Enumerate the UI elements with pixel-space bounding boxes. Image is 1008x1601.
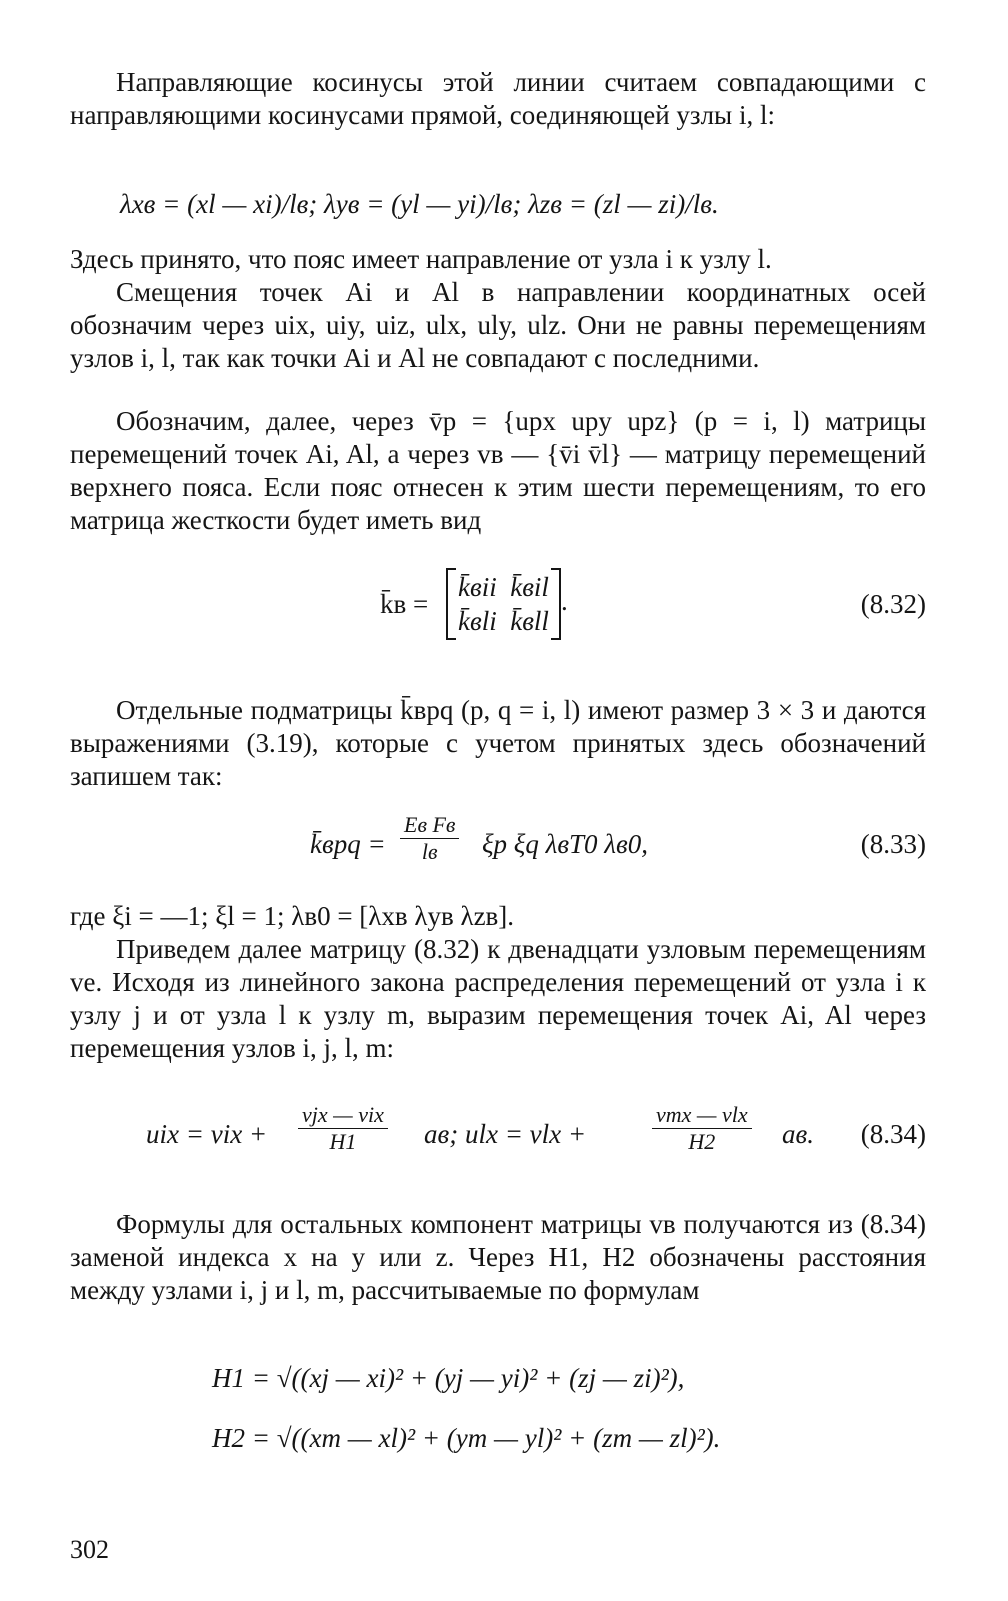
equation-8-32	[70, 568, 926, 654]
fraction-numerator: Eв Fв	[400, 812, 459, 839]
equation-8-34-part-a: uix = vix +	[146, 1119, 268, 1149]
paragraph-displacement-matrices: Обозначим, далее, через v̄p = {upx upy upz} (p = i, l) матрицы перемещений точек Ai, Al, а через vв — {v̄i v̄l} — матрицу перемещений верхнего пояса. Если пояс отнесен к этим шести перемещениям, то его матрица жесткости будет иметь вид	[70, 406, 926, 535]
paragraph-belt-direction: Здесь принято, что пояс имеет направление от узла i к узлу l.	[70, 244, 772, 274]
matrix-entry-il: k̄вil	[510, 572, 549, 602]
equation-8-33-fraction	[400, 812, 459, 865]
equation-8-34-fraction-1	[298, 1102, 388, 1155]
stiffness-block-matrix	[446, 568, 561, 640]
equation-8-32-lhs: k̄в =	[380, 589, 429, 619]
equation-lambda-body: λxв = (xl — xi)/lв; λyв = (yl — yi)/lв; λzв = (zl — zi)/lв.	[120, 189, 719, 219]
matrix-entry-ll: k̄вll	[510, 606, 549, 636]
equation-8-34-part-c: aв.	[782, 1119, 814, 1149]
equation-8-32-matrix: k̄вii k̄вil k̄вli k̄вll.	[446, 568, 568, 640]
paragraph-other-components: Формулы для остальных компонент матрицы vв получаются из (8.34) заменой индекса x на y или z. Через H1, H2 обозначены расстояния между узлами i, j и l, m, рассчитываемые по формулам	[70, 1209, 926, 1305]
page-number: 302	[70, 1535, 109, 1564]
equation-8-34-fraction-2	[652, 1102, 752, 1155]
paragraph-point-displacements: Смещения точек Ai и Al в направлении координатных осей обозначим через uix, uiy, uiz, ulx, uly, ulz. Они не равны перемещениям узлов i, l, так как точки Ai и Al не совпадают с последними.	[70, 277, 926, 373]
equation-8-33-rest: ξp ξq λвT0 λв0,	[482, 829, 648, 859]
equation-H1-body: H1 = √((xj — xi)² + (yj — yi)² + (zj — zi)²),	[212, 1363, 685, 1393]
matrix-entry-li: k̄вli	[458, 606, 497, 636]
fraction-1-numerator: vjx — vix	[298, 1102, 388, 1129]
paragraph-submatrices: Отдельные подматрицы k̄вpq (p, q = i, l) имеют размер 3 × 3 и даются выражениями (3.19), которые с учетом принятых здесь обозначений запишем так:	[70, 695, 926, 791]
paragraph-node-displacements: Приведем далее матрицу (8.32) к двенадцати узловым перемещениям ve. Исходя из линейного закона распределения перемещений от узла i к узлу j и от узла l к узлу m, выразим перемещения точек Ai, Al через перемещения узлов i, j, l, m:	[70, 934, 926, 1063]
fraction-2-denominator: H2	[688, 1129, 716, 1154]
equation-8-34-part-b: aв; ulx = vlx +	[424, 1119, 587, 1149]
fraction-2-numerator: vmx — vlx	[652, 1102, 752, 1129]
paragraph-xi-definition: где ξi = —1; ξl = 1; λв0 = [λxв λyв λzв].	[70, 901, 515, 931]
equation-number-8-33: (8.33)	[860, 829, 926, 859]
equation-number-8-32: (8.32)	[860, 589, 926, 619]
fraction-denominator: lв	[421, 839, 438, 864]
paragraph-direction-cosines: Направляющие косинусы этой линии считаем совпадающими с направляющими косинусами прямой, соединяющей узлы i, l:	[70, 67, 926, 130]
equation-8-33	[70, 812, 926, 882]
matrix-entry-ii: k̄вii	[458, 572, 497, 602]
equation-8-34	[70, 1102, 926, 1172]
equation-H2-body: H2 = √((xm — xl)² + (ym — yl)² + (zm — zl)²).	[212, 1423, 721, 1453]
equation-8-33-lhs: k̄вpq =	[310, 829, 386, 859]
fraction-1-denominator: H1	[329, 1129, 357, 1154]
equation-number-8-34: (8.34)	[860, 1119, 926, 1149]
